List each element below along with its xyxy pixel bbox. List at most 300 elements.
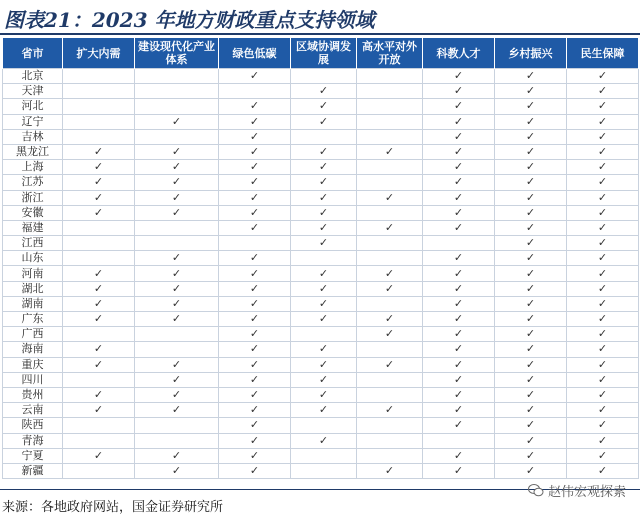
check-cell [357,251,423,266]
check-mark-icon: ✓ [249,388,260,402]
check-cell [135,129,219,144]
check-mark-icon: ✓ [597,433,608,447]
check-mark-icon: ✓ [249,296,260,310]
check-mark-icon: ✓ [597,69,608,83]
check-cell [63,220,135,235]
check-mark-icon: ✓ [453,251,464,265]
check-mark-icon: ✓ [249,220,260,234]
check-mark-icon: ✓ [93,312,104,326]
check-cell [291,463,357,478]
check-cell [135,190,219,205]
check-mark-icon: ✓ [384,190,395,204]
check-cell [423,69,495,84]
check-cell [219,433,291,448]
check-mark-icon: ✓ [453,205,464,219]
check-cell [567,160,639,175]
check-cell [357,403,423,418]
check-mark-icon: ✓ [597,296,608,310]
check-mark-icon: ✓ [525,463,536,477]
province-name: 河北 [3,99,63,114]
check-cell [135,175,219,190]
check-cell [357,448,423,463]
check-cell [495,342,567,357]
check-cell [357,160,423,175]
check-cell [423,190,495,205]
check-cell [63,266,135,281]
check-mark-icon: ✓ [318,99,329,113]
check-cell [495,84,567,99]
check-mark-icon: ✓ [171,175,182,189]
check-mark-icon: ✓ [249,357,260,371]
check-mark-icon: ✓ [525,327,536,341]
check-mark-icon: ✓ [525,99,536,113]
check-mark-icon: ✓ [318,84,329,98]
check-cell [63,463,135,478]
check-mark-icon: ✓ [453,114,464,128]
check-cell [135,114,219,129]
check-cell [495,266,567,281]
check-mark-icon: ✓ [525,160,536,174]
check-cell [291,160,357,175]
check-cell [423,220,495,235]
check-cell [495,281,567,296]
check-cell [291,448,357,463]
table-row [3,84,639,99]
check-cell [291,387,357,402]
check-mark-icon: ✓ [525,175,536,189]
check-cell [291,69,357,84]
check-mark-icon: ✓ [249,99,260,113]
check-cell [63,296,135,311]
check-mark-icon: ✓ [171,205,182,219]
check-cell [219,205,291,220]
table-row [3,342,639,357]
figure-title: 图表21：2023 年地方财政重点支持领域 [4,8,375,32]
check-mark-icon: ✓ [93,281,104,295]
check-cell [495,433,567,448]
check-cell [219,84,291,99]
check-mark-icon: ✓ [249,205,260,219]
table-row [3,129,639,144]
check-cell [357,342,423,357]
check-cell [357,144,423,159]
check-mark-icon: ✓ [249,190,260,204]
check-cell [63,251,135,266]
check-mark-icon: ✓ [453,129,464,143]
check-cell [291,190,357,205]
check-cell [423,312,495,327]
check-cell [291,296,357,311]
check-cell [63,144,135,159]
table-row [3,463,639,478]
check-cell [291,251,357,266]
check-mark-icon: ✓ [93,205,104,219]
table-row [3,327,639,342]
check-cell [423,99,495,114]
check-cell [219,281,291,296]
check-cell [63,342,135,357]
check-cell [291,418,357,433]
check-mark-icon: ✓ [249,403,260,417]
check-cell [495,144,567,159]
check-mark-icon: ✓ [597,160,608,174]
check-cell [135,342,219,357]
check-cell [135,418,219,433]
check-mark-icon: ✓ [171,145,182,159]
check-mark-icon: ✓ [525,448,536,462]
check-cell [567,99,639,114]
check-mark-icon: ✓ [171,463,182,477]
check-cell [63,418,135,433]
check-mark-icon: ✓ [525,190,536,204]
check-cell [423,448,495,463]
check-cell [567,205,639,220]
check-mark-icon: ✓ [93,266,104,280]
check-cell [291,403,357,418]
check-mark-icon: ✓ [171,403,182,417]
check-cell [357,372,423,387]
province-name: 陕西 [3,418,63,433]
province-name: 青海 [3,433,63,448]
check-mark-icon: ✓ [93,403,104,417]
header-cell: 建设现代化产业体系 [135,38,219,69]
check-mark-icon: ✓ [525,342,536,356]
province-name: 重庆 [3,357,63,372]
check-mark-icon: ✓ [318,296,329,310]
check-cell [63,312,135,327]
check-cell [495,312,567,327]
check-cell [423,114,495,129]
check-cell [423,418,495,433]
check-cell [495,205,567,220]
check-cell [357,114,423,129]
check-cell [495,129,567,144]
check-mark-icon: ✓ [453,357,464,371]
table-row [3,448,639,463]
province-name: 宁夏 [3,448,63,463]
table-row [3,418,639,433]
table-row [3,236,639,251]
check-cell [567,403,639,418]
check-mark-icon: ✓ [597,114,608,128]
check-mark-icon: ✓ [318,433,329,447]
check-cell [423,296,495,311]
check-mark-icon: ✓ [93,160,104,174]
check-cell [567,144,639,159]
check-cell [567,327,639,342]
check-cell [567,372,639,387]
check-mark-icon: ✓ [171,357,182,371]
check-cell [423,144,495,159]
check-mark-icon: ✓ [597,281,608,295]
check-mark-icon: ✓ [249,69,260,83]
check-cell [63,433,135,448]
check-cell [219,403,291,418]
check-mark-icon: ✓ [597,190,608,204]
check-cell [135,205,219,220]
check-cell [567,342,639,357]
check-cell [567,114,639,129]
header-cell: 高水平对外开放 [357,38,423,69]
check-cell [567,251,639,266]
check-cell [135,463,219,478]
check-cell [135,99,219,114]
check-cell [219,236,291,251]
check-cell [423,251,495,266]
check-cell [423,403,495,418]
province-name: 上海 [3,160,63,175]
check-cell [357,236,423,251]
check-cell [567,129,639,144]
province-name: 黑龙江 [3,144,63,159]
check-cell [357,84,423,99]
check-cell [63,281,135,296]
check-mark-icon: ✓ [453,418,464,432]
check-mark-icon: ✓ [453,372,464,386]
check-cell [567,433,639,448]
check-cell [357,281,423,296]
table-row [3,160,639,175]
check-mark-icon: ✓ [318,114,329,128]
check-cell [423,84,495,99]
check-cell [567,220,639,235]
check-cell [357,129,423,144]
check-mark-icon: ✓ [597,342,608,356]
check-mark-icon: ✓ [453,448,464,462]
check-cell [357,418,423,433]
province-name: 江苏 [3,175,63,190]
header-cell: 民生保障 [567,38,639,69]
check-mark-icon: ✓ [597,388,608,402]
check-mark-icon: ✓ [318,403,329,417]
check-mark-icon: ✓ [249,175,260,189]
check-cell [291,281,357,296]
check-cell [135,69,219,84]
check-mark-icon: ✓ [597,99,608,113]
check-cell [291,357,357,372]
check-mark-icon: ✓ [318,236,329,250]
check-mark-icon: ✓ [453,312,464,326]
check-cell [495,418,567,433]
check-cell [495,175,567,190]
check-mark-icon: ✓ [318,175,329,189]
check-mark-icon: ✓ [249,463,260,477]
check-mark-icon: ✓ [318,266,329,280]
watermark-text: 赵伟宏观探索 [547,485,626,500]
check-cell [495,220,567,235]
check-cell [135,448,219,463]
check-mark-icon: ✓ [525,84,536,98]
check-cell [423,342,495,357]
check-mark-icon: ✓ [525,388,536,402]
check-cell [357,69,423,84]
check-cell [219,463,291,478]
check-cell [423,129,495,144]
check-mark-icon: ✓ [453,84,464,98]
province-name: 江西 [3,236,63,251]
check-cell [423,236,495,251]
check-cell [423,175,495,190]
table-row [3,433,639,448]
check-cell [567,357,639,372]
check-cell [135,312,219,327]
check-cell [63,129,135,144]
check-mark-icon: ✓ [525,266,536,280]
check-mark-icon: ✓ [171,312,182,326]
check-cell [357,266,423,281]
check-mark-icon: ✓ [525,433,536,447]
check-mark-icon: ✓ [318,145,329,159]
check-mark-icon: ✓ [525,312,536,326]
check-mark-icon: ✓ [318,388,329,402]
check-cell [135,220,219,235]
province-name: 辽宁 [3,114,63,129]
check-mark-icon: ✓ [249,372,260,386]
check-mark-icon: ✓ [525,220,536,234]
check-cell [357,357,423,372]
check-mark-icon: ✓ [453,388,464,402]
check-cell [291,312,357,327]
header-cell: 绿色低碳 [219,38,291,69]
check-cell [63,84,135,99]
check-cell [63,114,135,129]
check-mark-icon: ✓ [318,205,329,219]
check-mark-icon: ✓ [597,403,608,417]
check-mark-icon: ✓ [525,296,536,310]
check-cell [219,220,291,235]
check-cell [357,205,423,220]
check-cell [495,251,567,266]
check-mark-icon: ✓ [453,266,464,280]
check-cell [495,448,567,463]
check-mark-icon: ✓ [525,129,536,143]
check-cell [495,114,567,129]
check-cell [63,357,135,372]
check-mark-icon: ✓ [384,220,395,234]
header-cell: 科教人才 [423,38,495,69]
check-mark-icon: ✓ [597,266,608,280]
check-cell [63,403,135,418]
check-cell [357,175,423,190]
check-mark-icon: ✓ [453,296,464,310]
check-cell [219,251,291,266]
check-cell [357,327,423,342]
check-cell [63,387,135,402]
check-cell [135,403,219,418]
check-mark-icon: ✓ [249,448,260,462]
table-row [3,266,639,281]
check-mark-icon: ✓ [249,312,260,326]
check-mark-icon: ✓ [525,205,536,219]
check-cell [219,372,291,387]
province-name: 吉林 [3,129,63,144]
check-cell [291,205,357,220]
check-mark-icon: ✓ [597,448,608,462]
table-row [3,296,639,311]
check-cell [63,236,135,251]
check-mark-icon: ✓ [249,327,260,341]
header-cell: 扩大内需 [63,38,135,69]
check-mark-icon: ✓ [597,145,608,159]
check-cell [219,160,291,175]
check-cell [291,129,357,144]
table-row [3,190,639,205]
check-cell [135,372,219,387]
support-areas-table [2,38,639,479]
check-cell [567,463,639,478]
check-mark-icon: ✓ [171,190,182,204]
check-mark-icon: ✓ [597,357,608,371]
check-cell [495,463,567,478]
check-mark-icon: ✓ [453,327,464,341]
table-row [3,69,639,84]
check-cell [423,463,495,478]
check-mark-icon: ✓ [318,357,329,371]
check-mark-icon: ✓ [249,129,260,143]
province-name: 湖北 [3,281,63,296]
check-mark-icon: ✓ [453,175,464,189]
check-cell [423,205,495,220]
check-cell [567,236,639,251]
check-mark-icon: ✓ [384,327,395,341]
wechat-icon [528,484,544,497]
check-cell [63,175,135,190]
check-cell [567,387,639,402]
table-row [3,403,639,418]
check-mark-icon: ✓ [171,281,182,295]
table-row [3,251,639,266]
check-mark-icon: ✓ [597,129,608,143]
check-mark-icon: ✓ [93,388,104,402]
check-cell [219,387,291,402]
check-mark-icon: ✓ [525,236,536,250]
check-cell [495,99,567,114]
table-row [3,205,639,220]
check-mark-icon: ✓ [597,312,608,326]
check-mark-icon: ✓ [318,220,329,234]
header-cell: 区域协调发展 [291,38,357,69]
check-cell [135,236,219,251]
check-cell [495,190,567,205]
check-cell [135,84,219,99]
table-row [3,175,639,190]
check-cell [291,236,357,251]
watermark [528,481,626,500]
check-cell [291,433,357,448]
check-mark-icon: ✓ [171,160,182,174]
province-name: 浙江 [3,190,63,205]
province-name: 湖南 [3,296,63,311]
check-mark-icon: ✓ [93,296,104,310]
check-cell [135,296,219,311]
check-cell [567,266,639,281]
check-mark-icon: ✓ [384,145,395,159]
check-cell [219,129,291,144]
check-mark-icon: ✓ [93,357,104,371]
check-cell [567,84,639,99]
check-cell [219,114,291,129]
province-name: 河南 [3,266,63,281]
check-cell [63,160,135,175]
header-cell: 省市 [3,38,63,69]
check-mark-icon: ✓ [318,281,329,295]
check-mark-icon: ✓ [249,342,260,356]
check-cell [567,448,639,463]
check-mark-icon: ✓ [525,69,536,83]
check-cell [63,69,135,84]
check-mark-icon: ✓ [249,433,260,447]
check-mark-icon: ✓ [597,205,608,219]
